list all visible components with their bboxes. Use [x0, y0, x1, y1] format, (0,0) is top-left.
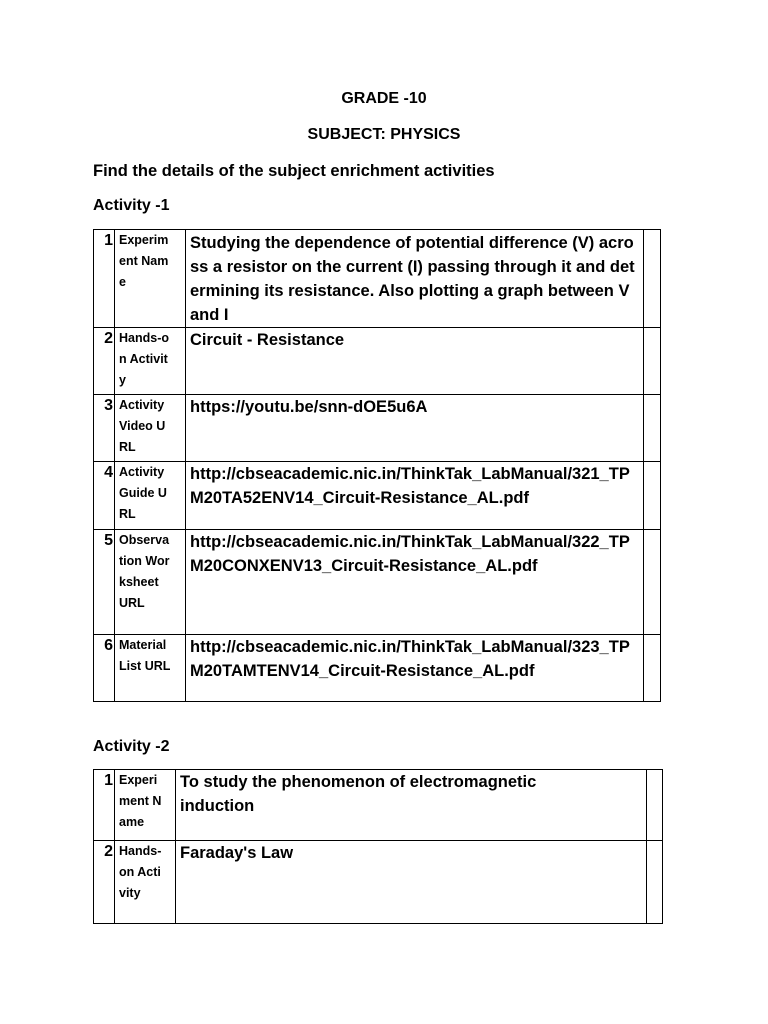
table-row: [94, 462, 661, 530]
row-label: Activity Video URL: [115, 395, 186, 462]
row-label: Hands-on Activity: [115, 328, 186, 395]
row-label: Observation Worksheet URL: [115, 530, 186, 635]
table-row: [94, 530, 661, 635]
row-label: Experiment Name: [115, 230, 186, 328]
row-value: http://cbseacademic.nic.in/ThinkTak_LabManual/322_TPM20CONXENV13_Circuit-Resistance_AL.pdf: [186, 530, 644, 635]
activity-2-table: [93, 769, 663, 924]
grade-heading: GRADE -10: [341, 90, 427, 107]
activity-1-table: [93, 229, 661, 702]
table-row: [94, 230, 661, 328]
row-number: 1: [94, 230, 115, 328]
row-number: 2: [94, 328, 115, 395]
row-value: Faraday's Law: [176, 841, 647, 924]
row-label: Hands-on Activity: [115, 841, 176, 924]
activity-1-title: Activity -1: [93, 197, 170, 214]
subject-heading: SUBJECT: PHYSICS: [307, 126, 461, 143]
intro-text: Find the details of the subject enrichment activities: [93, 162, 495, 180]
row-value: http://cbseacademic.nic.in/ThinkTak_LabManual/323_TPM20TAMTENV14_Circuit-Resistance_AL.pdf: [186, 635, 644, 702]
row-number: 3: [94, 395, 115, 462]
row-number: 1: [94, 770, 115, 841]
row-label: Experiment Name: [115, 770, 176, 841]
table-row: [94, 841, 663, 924]
row-number: 4: [94, 462, 115, 530]
activity-2-title: Activity -2: [93, 738, 170, 755]
row-number: 2: [94, 841, 115, 924]
row-label: Material List URL: [115, 635, 186, 702]
row-value: Circuit - Resistance: [186, 328, 644, 395]
row-value: To study the phenomenon of electromagnetic induction: [176, 770, 647, 841]
row-number: 6: [94, 635, 115, 702]
row-value: http://cbseacademic.nic.in/ThinkTak_LabManual/321_TPM20TA52ENV14_Circuit-Resistance_AL.pdf: [186, 462, 644, 530]
table-row: [94, 770, 663, 841]
table-row: [94, 635, 661, 702]
table-row: [94, 395, 661, 462]
row-number: 5: [94, 530, 115, 635]
row-value: https://youtu.be/snn-dOE5u6A: [186, 395, 644, 462]
table-row: [94, 328, 661, 395]
row-value: Studying the dependence of potential difference (V) across a resistor on the current (I) passing through it and determining its resistance. Also plotting a graph between V and I: [186, 230, 644, 328]
row-label: Activity Guide URL: [115, 462, 186, 530]
